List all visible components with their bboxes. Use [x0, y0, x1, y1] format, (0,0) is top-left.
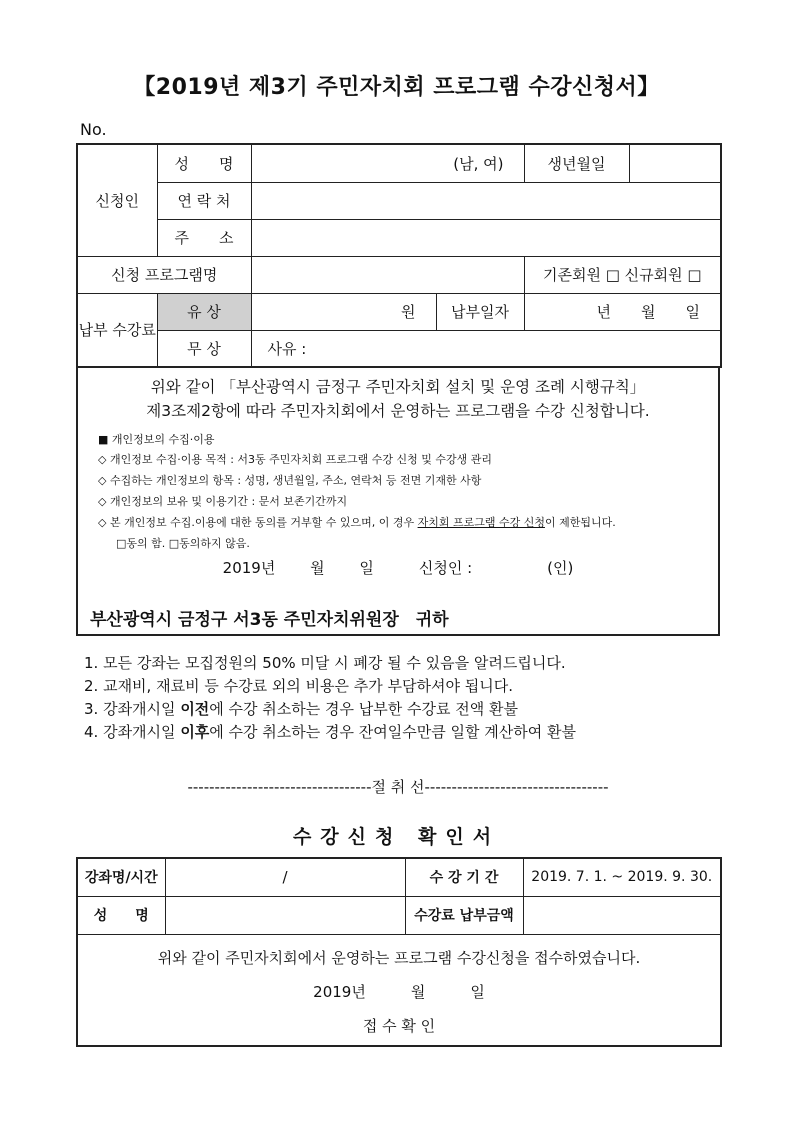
note-item: 2. 교재비, 재료비 등 수강료 외의 비용은 추가 부담하셔야 됩니다.: [84, 677, 514, 695]
sign-line: 2019년 월 일 신청인 : (인): [222, 559, 574, 577]
privacy-item-3: ◇ 개인정보의 보유 및 이용기간 : 문서 보존기간까지: [98, 495, 348, 508]
pay-date-label: 납부일자: [436, 293, 524, 330]
privacy-item-4: ◇ 본 개인정보 수집.이용에 대한 동의를 거부할 수 있으며, 이 경우 자치회 프로그램 수강 신청이 제한됩니다.: [98, 516, 616, 529]
note-item: 3. 강좌개시일 이전에 수강 취소하는 경우 납부한 수강료 전액 환불: [84, 700, 518, 718]
confirmation-message-cell: [77, 934, 721, 1046]
receipt-confirm: 접 수 확 인: [362, 1016, 436, 1035]
paid-label: 유 상: [157, 293, 251, 330]
confirm-name-field[interactable]: [165, 896, 405, 934]
program-label: 신청 프로그램명: [77, 256, 251, 293]
birth-field[interactable]: [629, 144, 721, 182]
paid-amount-field[interactable]: 원: [251, 293, 436, 330]
applicant-label: 신청인: [77, 144, 157, 256]
consent-checkboxes[interactable]: □동의 함. □동의하지 않음.: [116, 537, 250, 550]
confirmation-table: [76, 857, 722, 1047]
confirmation-message: 위와 같이 주민자치회에서 운영하는 프로그램 수강신청을 접수하였습니다.: [157, 948, 641, 967]
confirmation-title: 수강신청 확인서: [292, 826, 501, 848]
contact-field[interactable]: [251, 182, 721, 219]
form-number-label: No.: [80, 120, 107, 139]
confirm-name-label: 성 명: [77, 896, 165, 934]
name-field[interactable]: (남, 여): [251, 144, 524, 182]
period-label: 수 강 기 간: [405, 858, 523, 896]
application-form-table: [76, 143, 722, 368]
course-label: 강좌명/시간: [77, 858, 165, 896]
pay-date-field[interactable]: 년 월 일: [524, 293, 721, 330]
statement-line-2: 제3조제2항에 따라 주민자치회에서 운영하는 프로그램을 수강 신청합니다.: [146, 402, 650, 420]
contact-label: 연 락 처: [157, 182, 251, 219]
statement-box: [76, 366, 720, 636]
privacy-item-2: ◇ 수집하는 개인정보의 항목 : 성명, 생년월일, 주소, 연락처 등 전면 기재한 사항: [98, 474, 482, 487]
privacy-item-1: ◇ 개인정보 수집·이용 목적 : 서3동 주민자치회 프로그램 수강 신청 및 수강생 관리: [98, 453, 493, 466]
page-title: 【2019년 제3기 주민자치회 프로그램 수강신청서】: [133, 75, 660, 100]
course-field[interactable]: /: [165, 858, 405, 896]
confirm-fee-label: 수강료 납부금액: [405, 896, 523, 934]
member-type-checkboxes[interactable]: 기존회원 □ 신규회원 □: [524, 256, 721, 293]
note-item: 1. 모든 강좌는 모집정원의 50% 미달 시 폐강 될 수 있음을 알려드립니다.: [84, 654, 566, 672]
addressee: 부산광역시 금정구 서3동 주민자치위원장 귀하: [90, 610, 449, 630]
address-label: 주 소: [157, 219, 251, 256]
free-reason-field[interactable]: 사유 :: [251, 330, 721, 367]
privacy-heading: ■ 개인정보의 수집·이용: [98, 433, 215, 446]
confirmation-date: 2019년 월 일: [313, 982, 485, 1001]
program-field[interactable]: [251, 256, 524, 293]
free-label: 무 상: [157, 330, 251, 367]
birth-label: 생년월일: [524, 144, 629, 182]
period-value: 2019. 7. 1. ~ 2019. 9. 30.: [523, 858, 721, 896]
name-label: 성 명: [157, 144, 251, 182]
address-field[interactable]: [251, 219, 721, 256]
statement-line-1: 위와 같이 「부산광역시 금정구 주민자치회 설치 및 운영 조례 시행규칙」: [150, 378, 646, 396]
notes-list: [84, 652, 576, 744]
note-item: 4. 강좌개시일 이후에 수강 취소하는 경우 잔여일수만큼 일할 계산하여 환불: [84, 723, 576, 741]
cut-line: ----------------------------------절 취 선----------------------------------: [187, 778, 609, 796]
confirm-fee-field[interactable]: [523, 896, 721, 934]
fee-label: 납부 수강료: [77, 293, 157, 367]
